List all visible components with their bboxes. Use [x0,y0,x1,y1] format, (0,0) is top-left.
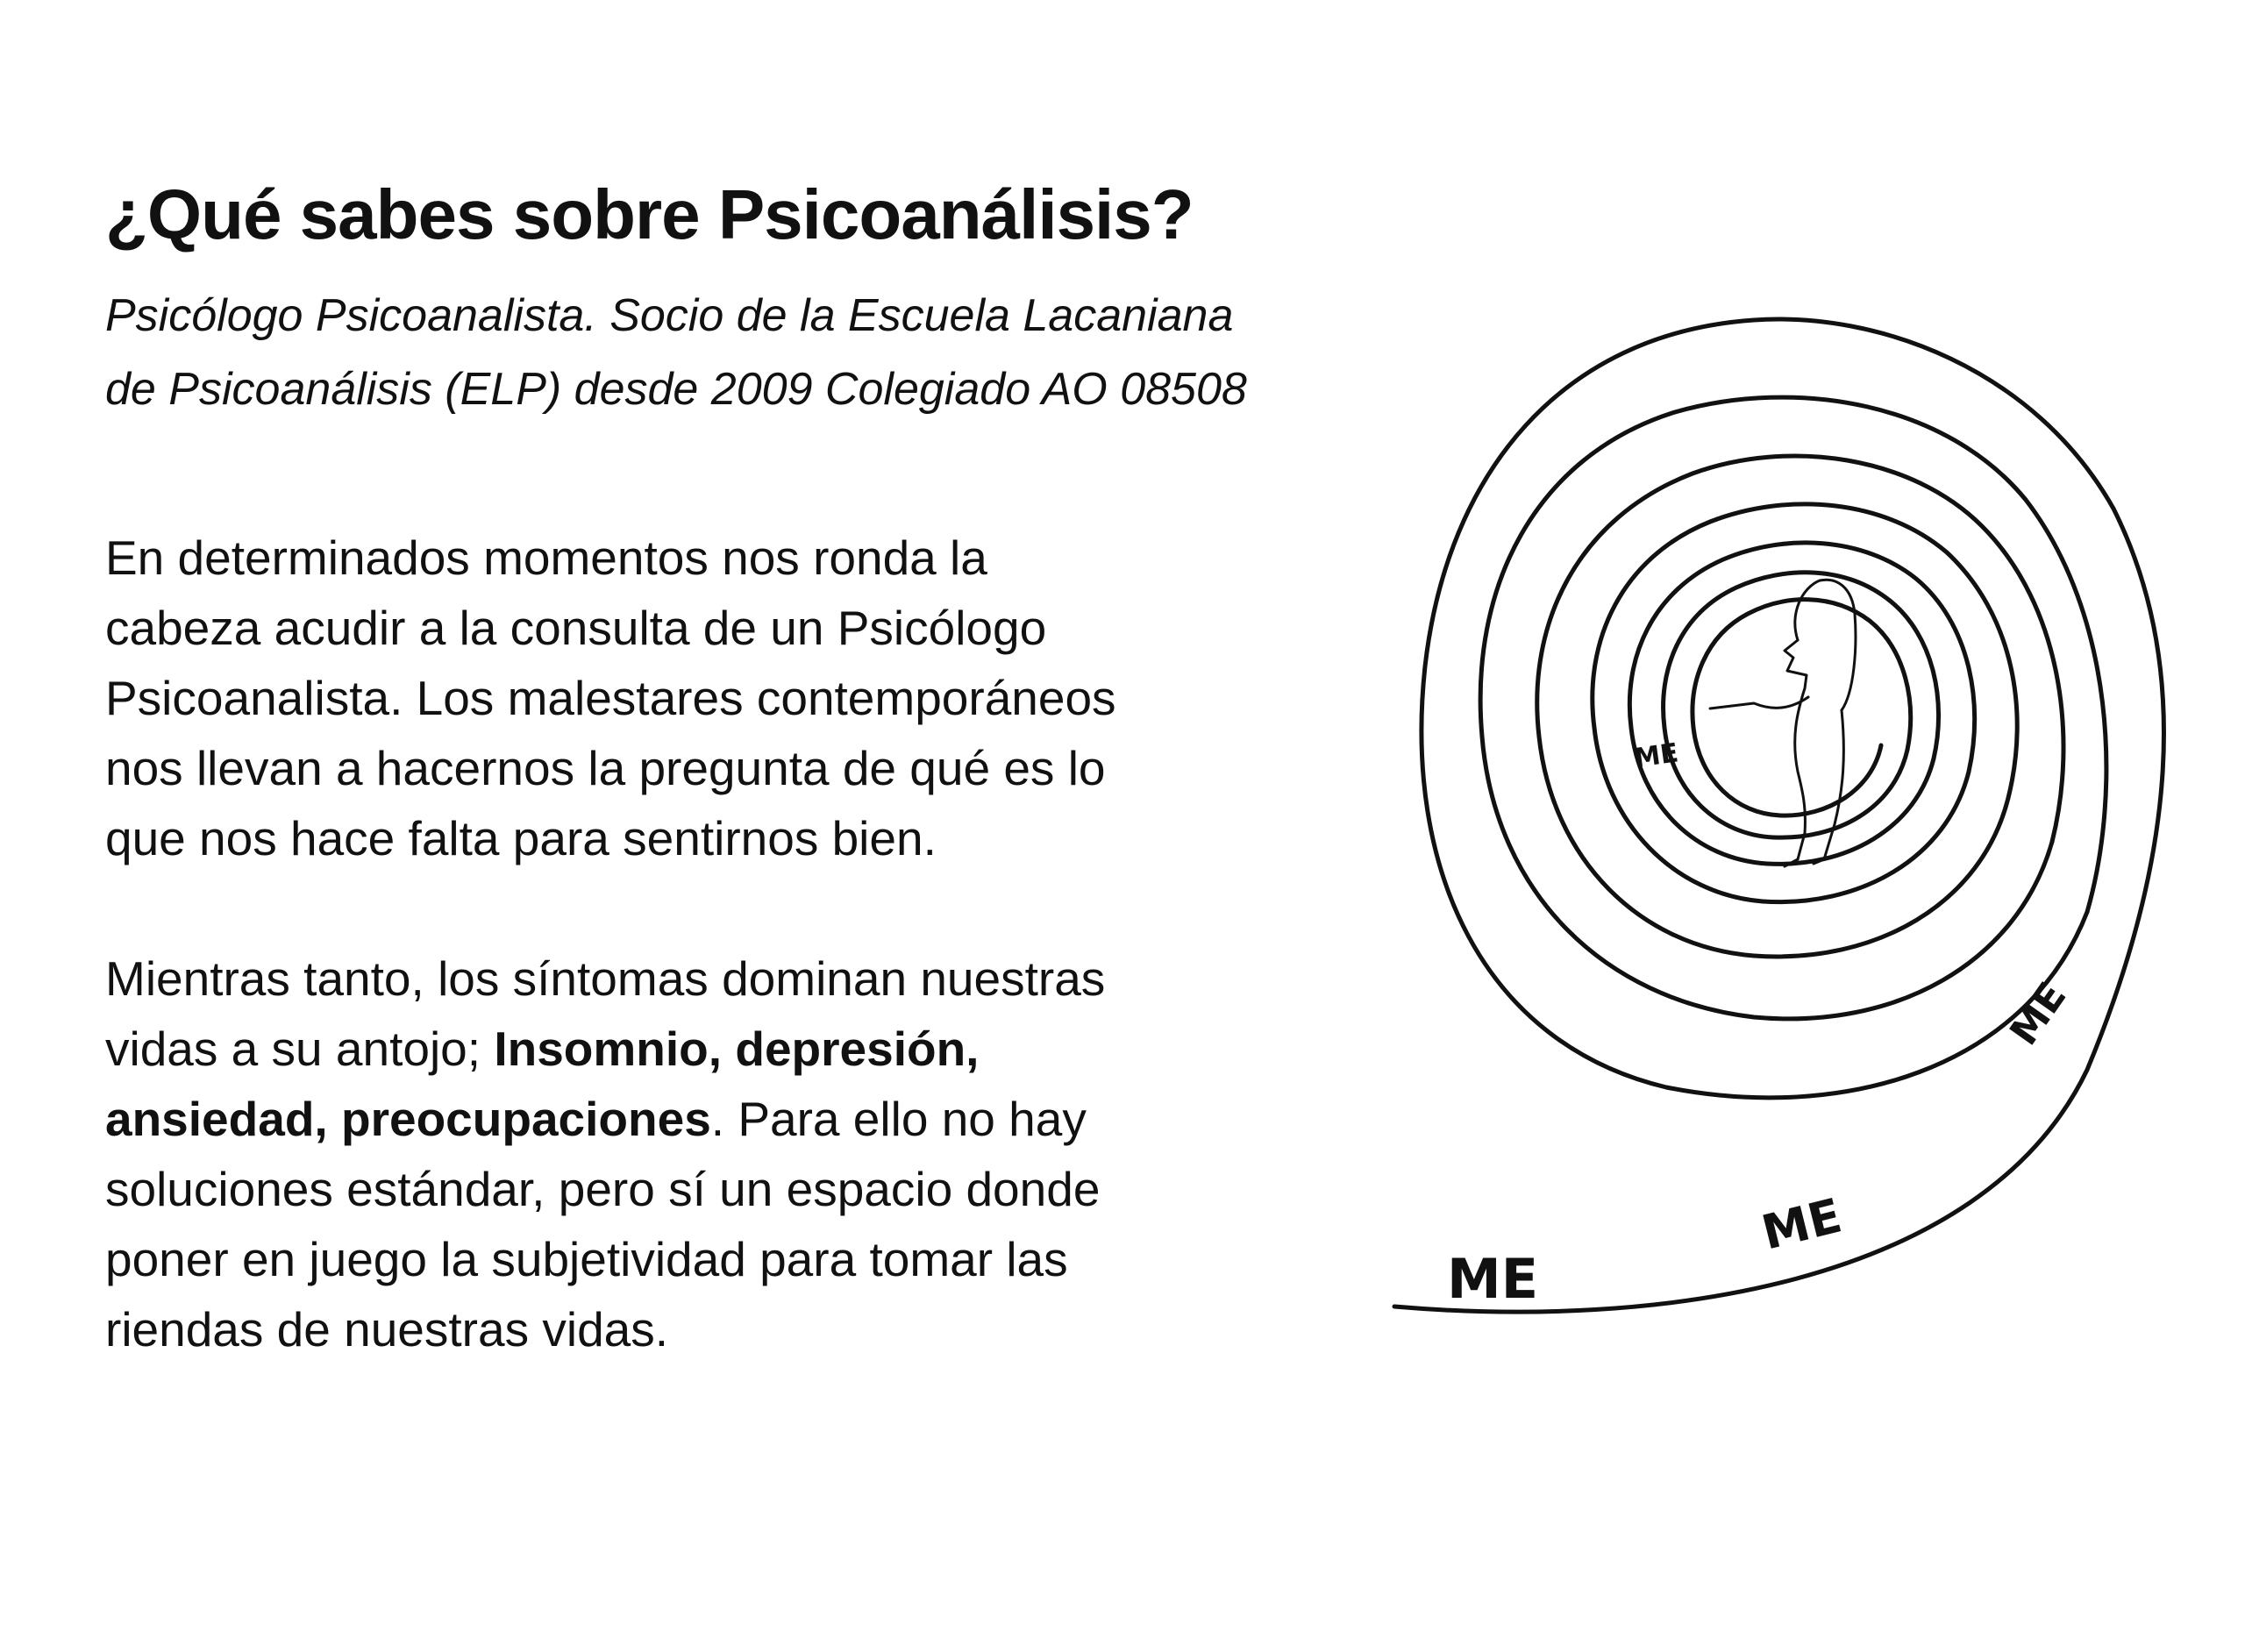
paragraph-line: soluciones estándar, pero sí un espacio donde [105,1162,1101,1216]
subtitle-line: Psicólogo Psicoanalista. Socio de la Escuela Lacaniana [105,290,1234,341]
paragraph-line: poner en juego la subjetividad para tomar las [105,1232,1068,1286]
spiral-ring [1480,397,2106,1019]
me-label-arc: ME [1756,1187,1848,1261]
symptoms-bold-text: ansiedad, preocupaciones [105,1092,711,1146]
page-title: ¿Qué sabes sobre Psicoanálisis? [105,175,1194,253]
paragraph-line: nos llevan a hacernos la pregunta de qué es lo [105,741,1106,795]
intro-paragraph [105,523,1359,873]
me-label-arc: ME [2001,974,2076,1054]
paragraph-text: vidas a su antojo; [105,1022,495,1076]
paragraph-line: riendas de nuestras vidas. [105,1302,669,1356]
paragraph-line [105,1014,1359,1084]
paragraph-line: que nos hace falta para sentirnos bien. [105,811,937,865]
symptoms-paragraph [105,943,1359,1364]
paragraph-text: . Para ello no hay [710,1092,1087,1146]
paragraph-line: Psicoanalista. Los malestares contemporáneos [105,671,1116,725]
me-label-center: ME [1632,737,1680,774]
symptoms-bold-text: Insomnio, depresión, [494,1022,980,1076]
me-label-ground: ME [1447,1247,1539,1311]
paragraph-line: cabeza acudir a la consulta de un Psicólogo [105,601,1047,655]
author-subtitle [105,279,1421,426]
subtitle-line: de Psicoanálisis (ELP) desde 2009 Colegiado AO 08508 [105,364,1247,415]
spiral-ring [1593,504,2017,902]
spiral-me-illustration [1386,298,2192,1333]
paragraph-line [105,1084,1359,1154]
paragraph-line: Mientras tanto, los síntomas dominan nuestras [105,951,1106,1006]
paragraph-line: En determinados momentos nos ronda la [105,530,987,585]
spiral-drawing [1386,298,2192,1333]
